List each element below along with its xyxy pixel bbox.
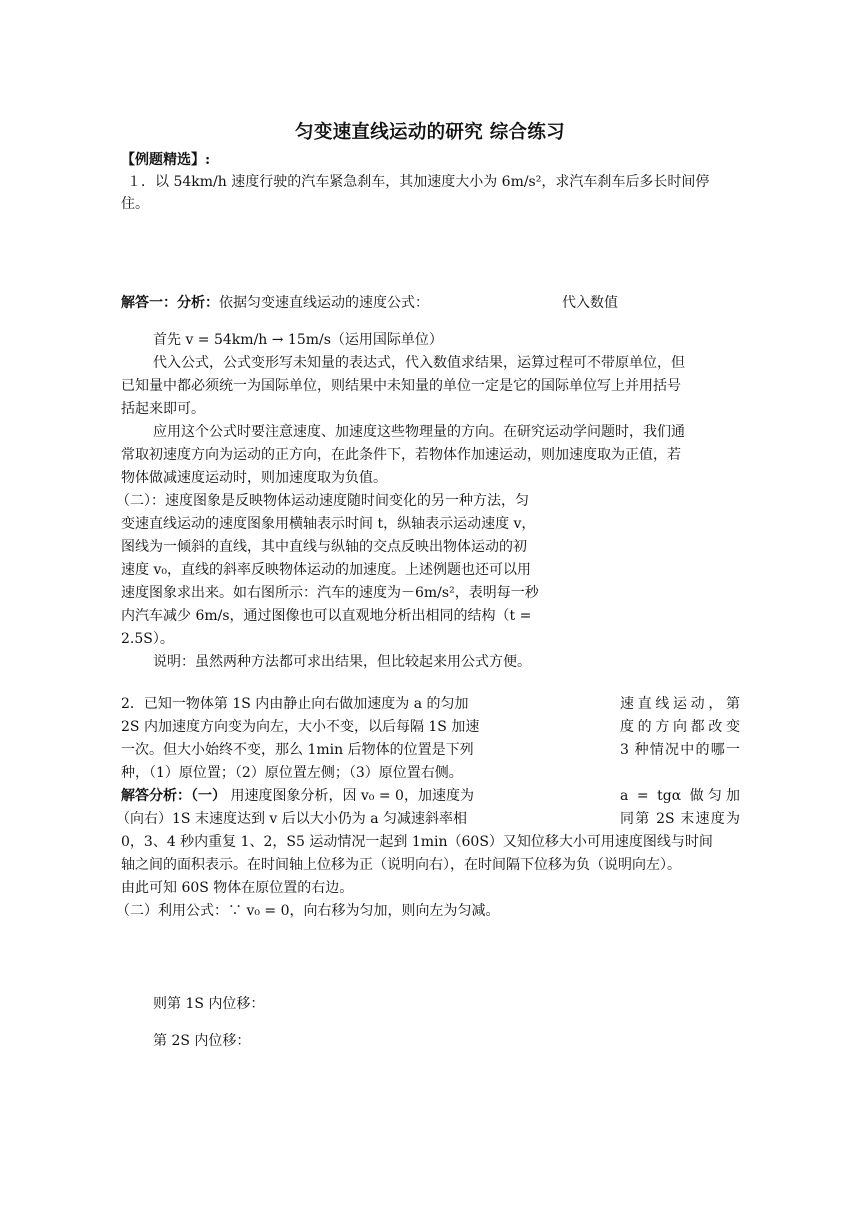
section-heading: 【例题精选】:	[121, 152, 211, 168]
answer-2-line-5: 由此可知 60S 物体在原位置的右边。	[121, 880, 354, 896]
answer-1-heading-text: 依据匀变速直线运动的速度公式：	[219, 295, 429, 311]
answer-1-paragraph-2-line-2: 已知量中都必须统一为国际单位，则结果中未知量的单位一定是它的国际单位写上并用括号	[121, 378, 681, 394]
answer-1-paragraph-3-line-1: 应用这个公式时要注意速度、加速度这些物理量的方向。在研究运动学问题时，我们通	[153, 424, 685, 440]
question-2-line-4: 种，（1）原位置；（2）原位置左侧；（3）原位置右侧。	[121, 765, 463, 781]
answer-2-line-7: 则第 1S 内位移：	[153, 996, 265, 1012]
answer-2-line-2-right: 同第 2S 末速度为	[620, 811, 740, 827]
answer-2-line-8: 第 2S 内位移：	[153, 1033, 251, 1049]
answer-1-note: 说明：虽然两种方法都可求出结果，但比较起来用公式方便。	[153, 654, 531, 670]
answer-2-line-1-text: 用速度图象分析，因 v₀ = 0，加速度为	[226, 788, 474, 804]
answer-1-heading-right: 代入数值	[562, 295, 618, 311]
question-1-line-2: 住。	[121, 196, 149, 212]
answer-1-paragraph-3-line-2: 常取初速度方向为运动的正方向，在此条件下，若物体作加速运动，则加速度取为正值，若	[121, 447, 681, 463]
answer-1-paragraph-1: 首先 v = 54km/h → 15m/s（运用国际单位）	[153, 332, 443, 348]
answer-1-paragraph-4-line-4: 速度 v₀，直线的斜率反映物体运动的加速度。上述例题也还可以用	[121, 562, 531, 578]
answer-2-line-4: 轴之间的面积表示。在时间轴上位移为正（说明向右），在时间隔下位移为负（说明向左）。	[121, 857, 681, 873]
answer-2-line-3: 0，3、4 秒内重复 1、2，S5 运动情况一起到 1min（60S）又知位移大小可用速度图线与时间	[121, 834, 713, 850]
answer-2-heading: 解答分析：（一）	[121, 788, 226, 804]
question-2-line-1: 2．已知一物体第 1S 内由静止向右做加速度为 a 的匀加	[121, 696, 469, 712]
question-1-line-1: １．以 54km/h 速度行驶的汽车紧急刹车，其加速度大小为 6m/s²，求汽车刹车后多长时间停	[127, 174, 710, 190]
answer-1-paragraph-2-line-3: 括起来即可。	[121, 401, 205, 417]
question-2-line-3-right: 3 种情况中的哪一	[620, 742, 740, 758]
answer-1-paragraph-4-line-5: 速度图象求出来。如右图所示：汽车的速度为－6m/s²，表明每一秒	[121, 585, 539, 601]
answer-1-paragraph-4-line-3: 图线为一倾斜的直线，其中直线与纵轴的交点反映出物体运动的初	[121, 539, 527, 555]
question-2-line-2-right: 度的方向都改变	[620, 719, 740, 735]
answer-1-paragraph-4-line-6: 内汽车减少 6m/s，通过图像也可以直观地分析出相同的结构（t =	[121, 608, 532, 624]
question-2-line-2: 2S 内加速度方向变为向左，大小不变，以后每隔 1S 加速	[121, 719, 480, 735]
answer-1-paragraph-4-line-7: 2.5S）。	[121, 631, 174, 647]
answer-1-paragraph-4-line-2: 变速直线运动的速度图象用横轴表示时间 t，纵轴表示运动速度 v，	[121, 516, 536, 532]
page-title: 匀变速直线运动的研究 综合练习	[295, 122, 565, 143]
answer-2-line-1-right: a = tgα 做匀加	[620, 788, 740, 804]
answer-2-line-6: （二）利用公式：∵ v₀ = 0，向右移为匀加，则向左为匀减。	[116, 903, 500, 919]
question-2-line-1-right: 速直线运动，第	[620, 696, 740, 712]
answer-1-heading-label: 解答一：分析：	[121, 295, 219, 311]
question-2-line-3: 一次。但大小始终不变，那么 1min 后物体的位置是下列	[121, 742, 474, 758]
answer-1-paragraph-4-line-1: （二）：速度图象是反映物体运动速度随时间变化的另一种方法，匀	[116, 493, 529, 509]
answer-1-paragraph-2-line-1: 代入公式，公式变形写未知量的表达式，代入数值求结果，运算过程可不带原单位，但	[153, 355, 685, 371]
answer-1-paragraph-3-line-3: 物体做减速度运动时，则加速度取为负值。	[121, 470, 387, 486]
answer-2-line-2: （向右）1S 末速度达到 v 后以大小仍为 a 匀减速斜率相	[116, 811, 468, 827]
